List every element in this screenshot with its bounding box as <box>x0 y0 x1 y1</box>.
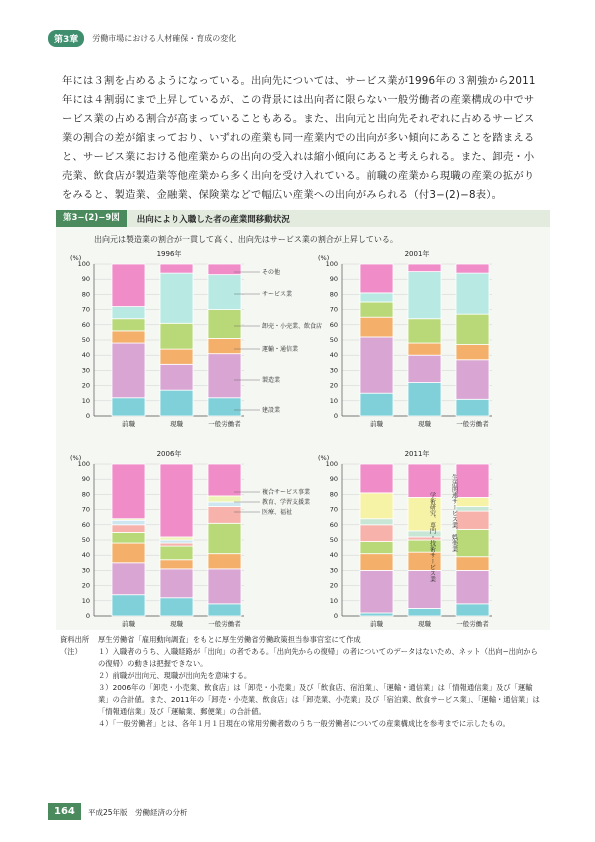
x-tick-label: 前職 <box>122 420 135 428</box>
bar-segment <box>112 331 145 343</box>
figure-title: 出向により入職した者の産業間移動状況 <box>136 214 290 225</box>
bar-segment <box>408 319 441 343</box>
bar-segment <box>160 264 193 273</box>
bar-segment <box>208 554 241 569</box>
bar-segment <box>408 272 441 319</box>
bar-segment <box>208 604 241 616</box>
bar-segment <box>160 364 193 390</box>
bar-segment <box>408 497 441 530</box>
bar-segment <box>112 525 145 533</box>
bar-segment <box>408 570 441 608</box>
bar-segment <box>112 398 145 416</box>
x-tick-label: 現職 <box>170 620 183 628</box>
bar-segment <box>360 493 393 519</box>
bar-segment <box>360 519 393 525</box>
legend-label: サービス業 <box>262 291 293 298</box>
callout-label: 生活関連サービス業、娯楽業 <box>450 474 458 552</box>
running-header <box>48 30 236 46</box>
bar-segment <box>208 502 241 507</box>
bar-segment <box>112 595 145 616</box>
note-row <box>60 670 540 682</box>
section-title: 労働市場における人材確保・育成の変化 <box>92 33 237 43</box>
bar-segment <box>456 557 489 571</box>
note-row <box>60 646 540 670</box>
bar-segment <box>208 523 241 553</box>
y-tick-label: 20 <box>81 381 90 390</box>
y-tick-label: 80 <box>81 290 90 299</box>
bar-segment <box>208 354 241 398</box>
bar-segment <box>160 569 193 598</box>
legend-label: その他 <box>262 269 281 276</box>
bar-segment <box>408 355 441 382</box>
y-tick-label: 90 <box>329 275 338 284</box>
y-tick-label: 10 <box>81 396 90 405</box>
y-tick-label: 60 <box>329 320 338 329</box>
bar-segment <box>456 497 489 506</box>
y-tick-label: 50 <box>81 336 90 344</box>
bar-segment <box>160 540 193 543</box>
bar-segment <box>408 464 441 497</box>
bar-segment <box>160 323 193 349</box>
figure-subtitle: 出向元は製造業の割合が一貫して高く、出向先はサービス業の割合が上昇している。 <box>94 235 398 244</box>
bar-segment <box>208 569 241 604</box>
y-tick-label: 30 <box>329 566 338 575</box>
bar-segment <box>360 613 393 616</box>
legend-label: 卸売・小売業、飲食店 <box>262 323 323 330</box>
y-tick-label: 20 <box>329 381 338 390</box>
bar-segment <box>160 543 193 546</box>
figure <box>56 210 550 630</box>
bar-segment <box>112 520 145 525</box>
bar-segment <box>360 264 393 293</box>
y-tick-label: 90 <box>81 275 90 284</box>
y-tick-label: 60 <box>81 520 90 529</box>
note-label: 資料出所 <box>60 635 90 644</box>
y-tick-label: 80 <box>329 490 338 499</box>
y-tick-label: 20 <box>81 581 90 590</box>
y-tick-label: 70 <box>81 505 90 514</box>
bar-segment <box>360 464 393 493</box>
x-tick-label: 一般労働者 <box>456 620 489 628</box>
chart-title: 2006年 <box>156 450 182 458</box>
y-tick-label: 70 <box>81 305 90 314</box>
page-number: 164 <box>48 803 81 820</box>
bar-segment <box>160 464 193 537</box>
bar-segment <box>112 543 145 563</box>
note-text: １）入職者のうち、入職経路が「出向」の者である。「出向先からの復帰」の者についてのデータはないため、ネット（出向−出向からの復帰）の動きは把握できない。 <box>98 647 538 668</box>
bar-segment <box>360 542 393 554</box>
x-tick-label: 現職 <box>418 620 431 628</box>
y-tick-label: 0 <box>85 612 90 620</box>
chapter-badge: 第3章 <box>48 30 84 47</box>
note-label <box>60 718 98 730</box>
footer <box>0 803 595 842</box>
legend-label: 製造業 <box>262 377 281 384</box>
bar-segment <box>360 337 393 393</box>
legend-label: 医療、福祉 <box>262 509 293 516</box>
x-tick-label: 前職 <box>122 620 135 628</box>
bar-segment <box>456 604 489 616</box>
y-tick-label: 10 <box>81 596 90 605</box>
note-row <box>60 718 540 730</box>
y-tick-label: 90 <box>81 475 90 484</box>
bar-segment <box>360 293 393 302</box>
y-tick-label: 10 <box>329 396 338 405</box>
note-text: ３）2006年の「卸売・小売業、飲食店」は「卸売・小売業」及び「飲食店、宿泊業」、「運輸・通信業」は「情報通信業」及び「運輸業」の合計値。また、2011年の「卸売・小売業、飲食店」は「卸売業、小売業」及び「宿泊業、飲食サービス業」、「運輸・通信業」は「情報通信業」及び「運輸業、郵便業」の合計値。 <box>98 683 540 716</box>
y-tick-label: 40 <box>81 551 90 560</box>
bar-segment <box>456 529 489 556</box>
y-tick-label: 40 <box>329 551 338 560</box>
x-tick-label: 現職 <box>418 420 431 428</box>
note-row <box>60 634 540 646</box>
x-tick-label: 一般労働者 <box>208 420 241 428</box>
bar-segment <box>456 273 489 314</box>
x-tick-label: 前職 <box>370 420 383 428</box>
bar-segment <box>160 598 193 616</box>
y-tick-label: 80 <box>329 290 338 299</box>
notes <box>60 634 540 730</box>
bar-segment <box>456 570 489 603</box>
y-tick-label: 60 <box>81 320 90 329</box>
bar-segment <box>360 570 393 613</box>
bar-segment <box>112 264 145 307</box>
bar-segment <box>456 360 489 400</box>
bar-segment <box>208 310 241 339</box>
note-row <box>60 682 540 718</box>
bar-segment <box>360 554 393 571</box>
legend-label: 建設業 <box>262 407 281 414</box>
bar-segment <box>112 532 145 543</box>
bar-segment <box>408 343 441 355</box>
chart-title: 2011年 <box>404 450 430 458</box>
y-tick-label: 30 <box>329 366 338 375</box>
body-paragraph: 年には３割を占めるようになっている。出向先については、サービス業が1996年の３割強から2011年には４割弱にまで上昇しているが、この背景には出向者に限らない一般労働者の産業構成の中でサービス業の占める割合が高まっていることもある。また、出向元と出向先それぞれに占めるサービス業の割合の差が縮まっており、いずれの産業も同一産業内での出向が多い傾向にあることを踏まえると、サービス業における他産業からの出向の受入れは縮小傾向にあると考えられる。また、卸売・小売業、飲食店が製造業等他産業から多く出向を受け入れている。前職の産業から現職の産業の拡がりをみると、製造業、金融業、保険業などで幅広い産業への出向がみられる（付3−(2)−8表）。 <box>62 75 536 201</box>
bar-segment <box>456 464 489 497</box>
chart-title: 1996年 <box>156 250 182 258</box>
y-tick-label: 50 <box>329 536 338 544</box>
bar-segment <box>208 338 241 353</box>
note-text: 厚生労働省「雇用動向調査」をもとに厚生労働省労働政策担当参事官室にて作成 <box>98 635 361 644</box>
bar-segment <box>408 552 441 570</box>
bar-segment <box>360 302 393 317</box>
y-tick-label: 0 <box>333 412 338 420</box>
callout-label: 学術研究、専門・技術サービス業 <box>428 492 436 582</box>
legend-label: 運輸・通信業 <box>262 346 299 353</box>
bar-segment <box>456 507 489 512</box>
note-label <box>60 682 98 718</box>
bar-segment <box>360 393 393 416</box>
footer-title: 平成25年版 労働経済の分析 <box>88 808 188 817</box>
note-text: ２）前職が出向元、現職が出向先を意味する。 <box>98 671 252 680</box>
bar-segment <box>360 525 393 542</box>
bar-segment <box>160 349 193 364</box>
bar-segment <box>456 264 489 273</box>
y-axis-unit: (%) <box>318 254 330 262</box>
bar-charts <box>56 210 550 630</box>
y-tick-label: 30 <box>81 566 90 575</box>
y-tick-label: 20 <box>329 581 338 590</box>
figure-number: 第3−(2)−9図 <box>56 210 127 227</box>
bar-segment <box>112 307 145 319</box>
x-tick-label: 一般労働者 <box>208 620 241 628</box>
bar-segment <box>160 390 193 416</box>
y-tick-label: 50 <box>81 536 90 544</box>
y-tick-label: 100 <box>325 460 338 468</box>
bar-segment <box>160 273 193 323</box>
y-tick-label: 70 <box>329 305 338 314</box>
y-tick-label: 100 <box>325 260 338 268</box>
chart-title: 2001年 <box>404 250 430 258</box>
y-tick-label: 100 <box>77 260 90 268</box>
bar-segment <box>456 511 489 529</box>
bar-segment <box>408 608 441 616</box>
y-tick-label: 70 <box>329 505 338 514</box>
bar-segment <box>112 343 145 398</box>
y-tick-label: 40 <box>81 351 90 360</box>
y-axis-unit: (%) <box>318 454 330 462</box>
bar-segment <box>208 496 241 502</box>
y-tick-label: 30 <box>81 366 90 375</box>
x-tick-label: 前職 <box>370 620 383 628</box>
bar-segment <box>112 563 145 595</box>
y-tick-label: 60 <box>329 520 338 529</box>
x-tick-label: 一般労働者 <box>456 420 489 428</box>
y-tick-label: 100 <box>77 460 90 468</box>
bar-segment <box>208 398 241 416</box>
note-label <box>60 670 98 682</box>
bar-segment <box>160 537 193 540</box>
note-label: （注） <box>60 647 82 656</box>
bar-segment <box>112 464 145 519</box>
y-axis-unit: (%) <box>70 254 82 262</box>
legend-label: 複合サービス事業 <box>262 489 311 496</box>
bar-segment <box>160 560 193 569</box>
bar-segment <box>456 399 489 416</box>
note-text: ４）「一般労働者」とは、各年１月１日現在の常用労働者数のうち一般労働者についての産業構成比を参考までに示したもの。 <box>98 719 510 728</box>
bar-segment <box>208 264 241 275</box>
bar-segment <box>112 319 145 331</box>
y-tick-label: 90 <box>329 475 338 484</box>
bar-segment <box>208 464 241 496</box>
y-tick-label: 0 <box>333 612 338 620</box>
bar-segment <box>456 345 489 360</box>
bar-segment <box>360 317 393 337</box>
legend-label: 教育、学習支援業 <box>262 499 311 506</box>
bar-segment <box>408 540 441 552</box>
bar-segment <box>408 531 441 537</box>
bar-segment <box>408 537 441 540</box>
bar-segment <box>160 546 193 560</box>
y-tick-label: 40 <box>329 351 338 360</box>
bar-segment <box>208 507 241 524</box>
bar-segment <box>408 383 441 416</box>
y-tick-label: 50 <box>329 336 338 344</box>
y-tick-label: 10 <box>329 596 338 605</box>
bar-segment <box>408 264 441 272</box>
y-tick-label: 0 <box>85 412 90 420</box>
x-tick-label: 現職 <box>170 420 183 428</box>
y-tick-label: 80 <box>81 490 90 499</box>
bar-segment <box>208 275 241 310</box>
bar-segment <box>456 314 489 344</box>
y-axis-unit: (%) <box>70 454 82 462</box>
